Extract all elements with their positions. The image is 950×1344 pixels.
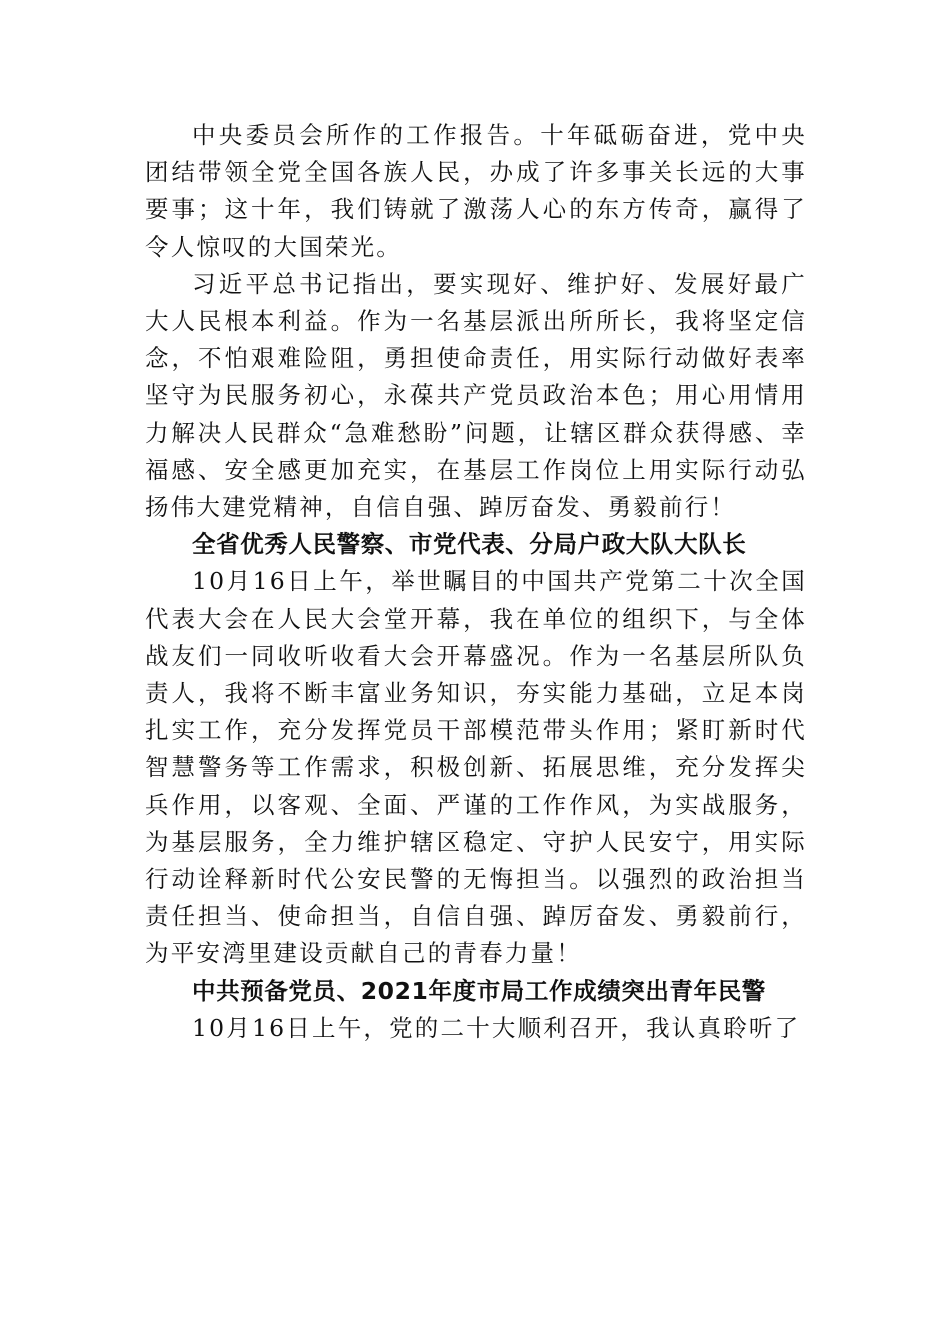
body-paragraph: 中央委员会所作的工作报告。十年砥砺奋进，党中央团结带领全党全国各族人民，办成了许多事关长远的大事要事；这十年，我们铸就了激荡人心的东方传奇，赢得了令人惊叹的大国荣光。 — [145, 121, 807, 261]
section-heading: 全省优秀人民警察、市党代表、分局户政大队大队长 — [192, 530, 747, 559]
section-heading: 中共预备党员、2021年度市局工作成绩突出青年民警 — [192, 976, 766, 1005]
body-paragraph: 10月16日上午，举世瞩目的中国共产党第二十次全国代表大会在人民大会堂开幕，我在单位的组织下，与全体战友们一同收听收看大会开幕盛况。作为一名基层所队负责人，我将不断丰富业务知识，夯实能力基础，立足本岗扎实工作，充分发挥党员干部模范带头作用；紧盯新时代智慧警务等工作需求，积极创新、拓展思维，充分发挥尖兵作用，以客观、全面、严谨的工作作风，为实战服务，为基层服务，全力维护辖区稳定、守护人民安宁，用实际行动诠释新时代公安民警的无悔担当。以强烈的政治担当责任担当、使命担当，自信自强、踔厉奋发、勇毅前行，为平安湾里建设贡献自己的青春力量！ — [145, 567, 807, 968]
body-paragraph: 习近平总书记指出，要实现好、维护好、发展好最广大人民根本利益。作为一名基层派出所所长，我将坚定信念，不怕艰难险阻，勇担使命责任，用实际行动做好表率坚守为民服务初心，永葆共产党员政治本色；用心用情用力解决人民群众“急难愁盼”问题，让辖区群众获得感、幸福感、安全感更加充实，在基层工作岗位上用实际行动弘扬伟大建党精神，自信自强、踔厉奋发、勇毅前行！ — [145, 269, 807, 522]
document-body — [145, 117, 807, 1047]
body-paragraph: 10月16日上午，党的二十大顺利召开，我认真聆听了 — [192, 1013, 801, 1042]
